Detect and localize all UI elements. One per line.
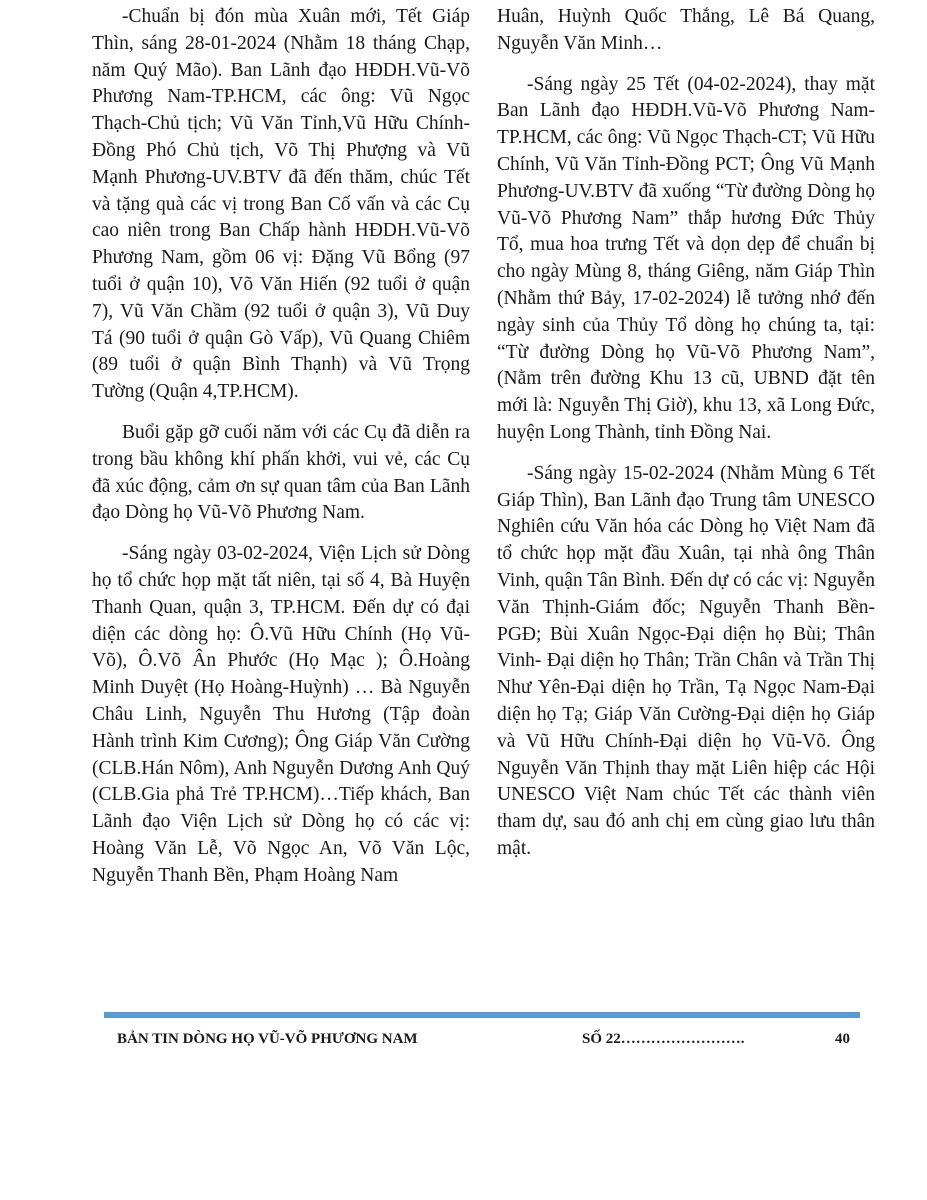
paragraph-unesco-spring-meeting: -Sáng ngày 15-02-2024 (Nhằm Mùng 6 Tết Giáp Thìn), Ban Lãnh đạo Trung tâm UNESCO Nghiên cứu Văn hóa các Dòng họ Việt Nam đã tổ chức họp mặt đầu Xuân, tại nhà ông Thân Vinh, quận Tân Bình. Đến dự có các vị: Nguyễn Văn Thịnh-Giám đốc; Nguyễn Thanh Bền-PGĐ; Bùi Xuân Ngọc-Đại diện họ Bùi; Thân Vinh- Đại diện họ Thân; Trần Chân và Trần Thị Như Yên-Đại diện họ Trần, Tạ Ngọc Nam-Đại diện họ Tạ; Giáp Văn Cường-Đại diện họ Giáp và Vũ Hữu Chính-Đại diện họ Vũ-Võ. Ông Nguyễn Văn Thịnh thay mặt Liên hiệp các Hội UNESCO Việt Nam chúc Tết các thành viên tham dự, sau đó anh chị em cùng giao lưu thân mật. [497,462,875,859]
footer-issue-number: SỐ 22……………………. [582,1031,745,1047]
paragraph-continued-names: Huân, Huỳnh Quốc Thắng, Lê Bá Quang, Nguyễn Văn Minh… [497,6,875,54]
paragraph-year-end-gathering: -Sáng ngày 03-02-2024, Viện Lịch sử Dòng họ tổ chức họp mặt tất niên, tại số 4, Bà Huyện Thanh Quan, quận 3, TP.HCM. Đến dự có đại diện các dòng họ: Ô.Vũ Hữu Chính (Họ Vũ-Võ), Ô.Võ Ân Phước (Họ Mạc ); Ô.Hoàng Minh Duyệt (Họ Hoàng-Huỳnh) … Bà Nguyễn Châu Linh, Nguyễn Thu Hương (Tập đoàn Hành trình Kim Cương); Ông Giáp Văn Cường (CLB.Hán Nôm), Anh Nguyễn Dương Anh Quý (CLB.Gia phả Trẻ TP.HCM)…Tiếp khách, Ban Lãnh đạo Viện Lịch sử Dòng họ có các vị: Hoàng Văn Lễ, Võ Ngọc An, Võ Văn Lộc, Nguyễn Thanh Bền, Phạm Hoàng Nam [92,543,470,886]
right-text-column [497,4,875,877]
paragraph-meeting-atmosphere: Buổi gặp gỡ cuối năm với các Cụ đã diễn ra trong bầu không khí phấn khởi, vui vẻ, các Cụ đã xúc động, cảm ơn sự quan tâm của Ban Lãnh đạo Dòng họ Vũ-Võ Phương Nam. [92,421,470,524]
left-text-column [92,4,470,904]
paragraph-ancestral-shrine-visit: -Sáng ngày 25 Tết (04-02-2024), thay mặt Ban Lãnh đạo HĐDH.Vũ-Võ Phương Nam-TP.HCM, các ông: Vũ Ngọc Thạch-CT; Vũ Hữu Chính, Vũ Văn Tỉnh-Đồng PCT; Ông Vũ Mạnh Phương-UV.BTV đã xuống “Từ đường Dòng họ Vũ-Võ Phương Nam” thắp hương Đức Thủy Tổ, mua hoa trưng Tết và dọn dẹp để chuẩn bị cho ngày Mùng 8, tháng Giêng, năm Giáp Thìn (Nhằm thứ Bảy, 17-02-2024) lễ tưởng nhớ đến ngày sinh của Thủy Tổ dòng họ chúng ta, tại: “Từ đường Dòng họ Vũ-Võ Phương Nam”, (Nằm trên đường Khu 13 cũ, UBND đặt tên mới là: Nguyễn Thị Giờ), khu 13, xã Long Đức, huyện Long Thành, tỉnh Đồng Nai. [497,73,875,443]
footer-page-number: 40 [835,1031,850,1047]
footer-newsletter-title: BẢN TIN DÒNG HỌ VŨ-VÕ PHƯƠNG NAM [117,1031,418,1047]
footer-divider [104,1012,860,1018]
paragraph-visit-elders: -Chuẩn bị đón mùa Xuân mới, Tết Giáp Thìn, sáng 28-01-2024 (Nhằm 18 tháng Chạp, năm Quý Mão). Ban Lãnh đạo HĐDH.Vũ-Võ Phương Nam-TP.HCM, các ông: Vũ Ngọc Thạch-Chủ tịch; Vũ Văn Tỉnh,Vũ Hữu Chính-Đồng Phó Chủ tịch, Võ Thị Phượng và Vũ Mạnh Phương-UV.BTV đã đến thăm, chúc Tết và tặng quà các vị trong Ban Cố vấn và các Cụ cao niên trong Ban Chấp hành HĐDH.Vũ-Võ Phương Nam, gồm 06 vị: Đặng Vũ Bổng (97 tuổi ở quận 10), Võ Văn Hiến (92 tuổi ở quận 7), Vũ Văn Chầm (92 tuổi ở quận 3), Vũ Duy Tá (90 tuổi ở quận Gò Vấp), Vũ Quang Chiêm (89 tuổi ở quận Bình Thạnh) và Vũ Trọng Tường (Quận 4,TP.HCM). [92,6,470,403]
